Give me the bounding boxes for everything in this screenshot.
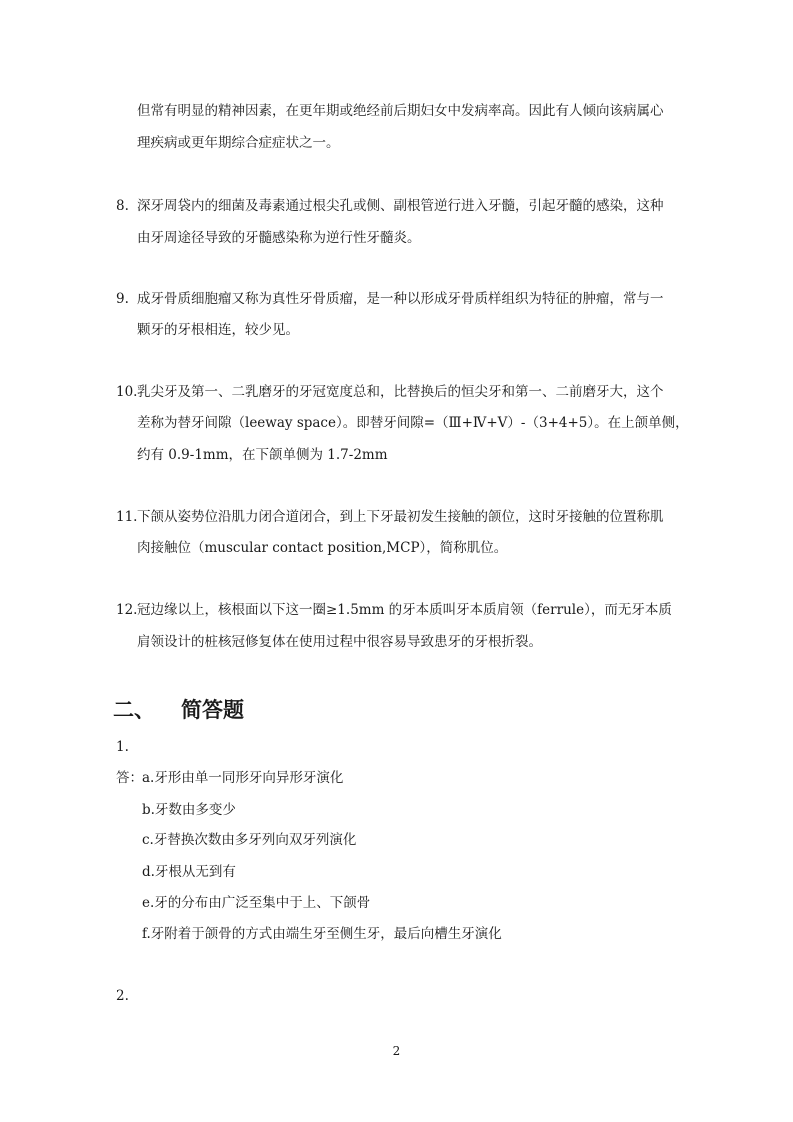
item-number: 10. — [116, 384, 138, 400]
answer-line: f.牙附着于颌骨的方式由端生牙至侧生牙，最后向槽生牙演化 — [142, 926, 502, 942]
item-number: 9. — [116, 291, 129, 307]
item-8-line-2: 由牙周途径导致的牙髓感染称为逆行性牙髓炎。 — [137, 230, 421, 246]
item-number: 12. — [116, 602, 138, 618]
section-title: 简答题 — [181, 698, 244, 722]
item-12-line-2: 肩领设计的桩核冠修复体在使用过程中很容易导致患牙的牙根折裂。 — [137, 634, 542, 650]
answer-line: b.牙数由多变少 — [142, 802, 236, 818]
page-number: 2 — [392, 1044, 401, 1058]
item-8-line-1: 深牙周袋内的细菌及毒素通过根尖孔或侧、副根管逆行进入牙髓，引起牙髓的感染，这种 — [137, 198, 664, 214]
item-11-line-2: 肉接触位（muscular contact position,MCP），简称肌位。 — [137, 540, 508, 556]
item-12-line-1: 冠边缘以上，核根面以下这一圈≥1.5mm 的牙本质叫牙本质肩领（ferrule），而无牙本质 — [137, 602, 672, 618]
item-9-line-1: 成牙骨质细胞瘤又称为真性牙骨质瘤，是一种以形成牙骨质样组织为特征的肿瘤，常与一 — [137, 291, 664, 307]
item-number: 11. — [116, 509, 138, 525]
answer-prefix: 答： — [116, 770, 143, 786]
section-number: 二、 — [113, 698, 155, 722]
item-10-line-2: 差称为替牙间隙（leeway space）。即替牙间隙=（Ⅲ+Ⅳ+Ⅴ）-（3+4+5）。在上颌单侧， — [137, 415, 689, 431]
item-10-line-3: 约有 0.9-1mm，在下颌单侧为 1.7-2mm — [137, 447, 388, 463]
item-10-line-1: 乳尖牙及第一、二乳磨牙的牙冠宽度总和，比替换后的恒尖牙和第一、二前磨牙大，这个 — [137, 384, 664, 400]
question-number: 2. — [116, 988, 129, 1004]
item-9-line-2: 颗牙的牙根相连，较少见。 — [137, 322, 299, 338]
answer-line: e.牙的分布由广泛至集中于上、下颌骨 — [142, 895, 371, 911]
intro-line-2: 理疾病或更年期综合症症状之一。 — [137, 135, 340, 151]
intro-line-1: 但常有明显的精神因素，在更年期或绝经前后期妇女中发病率高。因此有人倾向该病属心 — [137, 103, 664, 119]
item-11-line-1: 下颌从姿势位沿肌力闭合道闭合，到上下牙最初发生接触的颌位，这时牙接触的位置称肌 — [137, 509, 664, 525]
question-number: 1. — [116, 739, 129, 755]
section-heading — [113, 696, 244, 724]
answer-line: c.牙替换次数由多牙列向双牙列演化 — [142, 832, 357, 848]
answer-line: d.牙根从无到有 — [142, 864, 236, 880]
item-number: 8. — [116, 198, 129, 214]
answer-line: a.牙形由单一同形牙向异形牙演化 — [142, 770, 344, 786]
